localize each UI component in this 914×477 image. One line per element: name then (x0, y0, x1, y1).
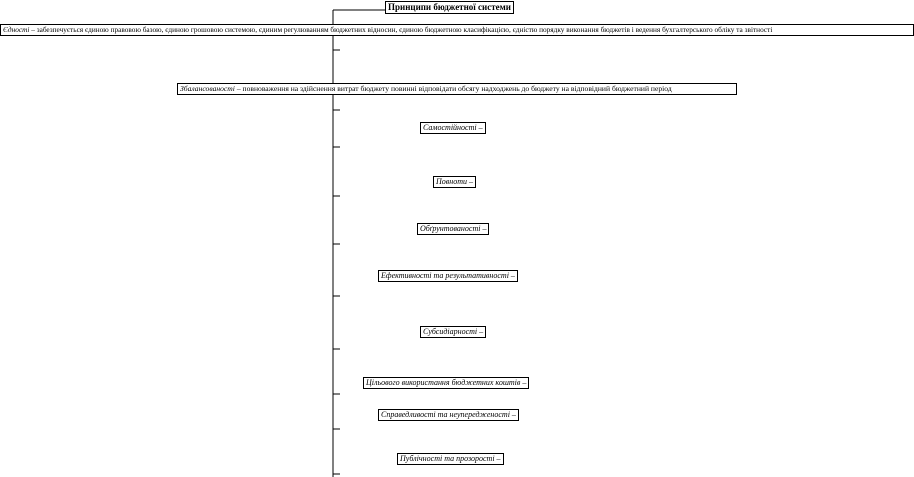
principle-desc: – забезпечується єдиною правовою базою, єдиною грошовою системою, єдиним регулюванням бюджетних відносин, єдиною бюджетною класифікацією, єдністю порядку виконання бюджетів і ведення бухгалтерського обліку та звітності (31, 25, 773, 34)
principle-box-subsidiarity (420, 326, 486, 338)
principle-desc: – (511, 410, 516, 419)
principle-box-efficiency (378, 270, 518, 282)
principle-name: Єдності (3, 25, 30, 34)
principle-name: Публічності та прозорості (400, 454, 495, 463)
principle-name: Повноти (436, 177, 467, 186)
principle-box-fairness (378, 409, 519, 421)
principle-box-independence (420, 122, 486, 134)
principle-name: Збалансованості (180, 84, 235, 93)
principle-desc: – (482, 224, 487, 233)
principle-box-balance (177, 83, 737, 95)
diagram-title: Принципи бюджетної системи (385, 1, 514, 14)
principle-name: Справедливості та неупередженості (381, 410, 510, 419)
principle-box-unity (0, 24, 914, 36)
principle-desc: – (478, 123, 483, 132)
principle-name: Самостійності (423, 123, 477, 132)
principle-desc: – (479, 327, 484, 336)
principle-name: Ефективності та результативності (381, 271, 509, 280)
principle-desc: – (522, 378, 527, 387)
principle-desc: – (469, 177, 473, 186)
principle-box-validity (417, 223, 489, 235)
principle-box-transparency (397, 453, 504, 465)
principle-box-completeness (433, 176, 476, 188)
principle-name: Обґрунтованості (420, 224, 481, 233)
principle-desc: – (510, 271, 515, 280)
principle-desc: – (496, 454, 501, 463)
principle-box-targeted-use (363, 377, 529, 389)
principle-name: Цільового використання бюджетних коштів (366, 378, 521, 387)
principle-name: Субсидіарності (423, 327, 478, 336)
principle-desc: – повноваження на здійснення витрат бюджету повинні відповідати обсягу надходжень до бюджету на відповідний бюджетний період (236, 84, 672, 93)
